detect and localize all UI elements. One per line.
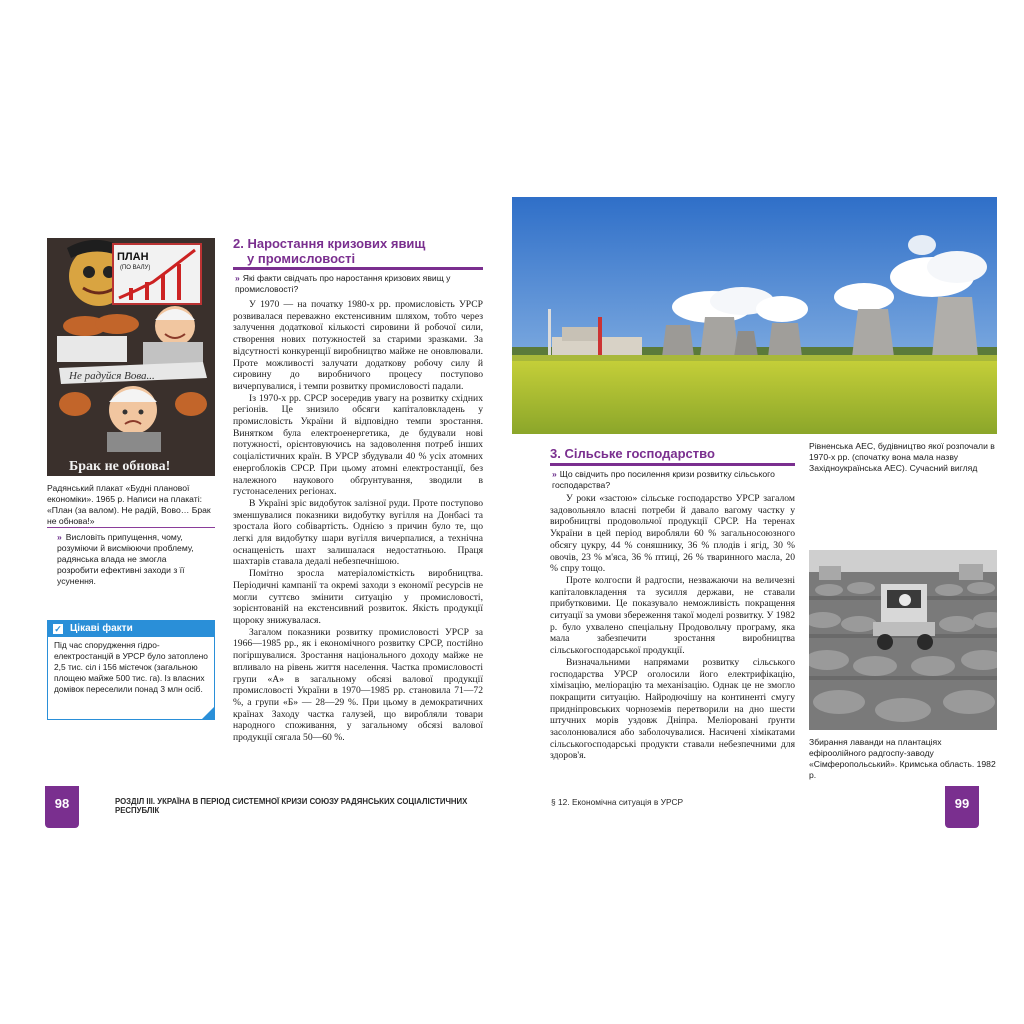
poster-ribbon-text: Не радуйся Вова... bbox=[69, 370, 155, 382]
section-2-title-line1: 2. Наростання кризових явищ bbox=[233, 236, 426, 251]
section-3-rule bbox=[550, 463, 795, 466]
left-footer: РОЗДІЛ ІІІ. УКРАЇНА В ПЕРІОД СИСТЕМНОЇ КРИЗИ СОЮЗУ РАДЯНСЬКИХ СОЦІАЛІСТИЧНИХ РЕСПУБЛІК bbox=[115, 797, 468, 815]
lavender-illustration bbox=[809, 550, 997, 730]
page-number-left: 98 bbox=[45, 786, 79, 828]
paragraph: Помітно зросла матеріаломісткість виробництва. Періодичні кампанії та окремі заходи з економії ресурсів не могли суттєво змінити ситуацію у промисловості, зорієнтованій на екстенсивний розвиток. Якість продукції щороку знижувалася. bbox=[233, 568, 483, 626]
paragraph: Проте колгоспи й радгоспи, незважаючи на величезні капіталовкладення та зусилля держави, не ставали прибутковими. Це показувало неможливість покращення ситуації за умови збереження такої моделі розвитку. У 1982 р. було ухвалено спеціальну Продовольчу програму, яка мала забезпечити зростання виробництва сільськогосподарської продукції. bbox=[550, 574, 795, 657]
thinking-task-text: Висловіть припущення, чому, розуміючи й висміюючи проблему, радянська влада не змогла розробити ефективні заходи з її усунення. bbox=[57, 532, 194, 586]
section-2-title-line2: у промисловості bbox=[247, 251, 356, 266]
rivne-npp-photo bbox=[512, 197, 997, 434]
page-number-right: 99 bbox=[945, 786, 979, 828]
poster-caption: Радянський плакат «Будні планової економіки». 1965 р. Написи на плакаті: «План (за валом). Не радій, Вово… Брак не обнова!» bbox=[47, 483, 211, 526]
paragraph: Загалом показники розвитку промисловості УРСР за 1966—1985 рр., як і економічного розвитку СРСР, постійно погіршувалися. Зростання національного доходу майже не впливало на рівень життя населення. Частка промисловості групи «А» в загальному обсязі валової продукції промисловості України в 1970—1985 рр. становила 71—72 %, а групи «Б» — 28—29 %. При цьому в демократичних країнах Заходу частка галузей, що виробляли товари народного споживання, у загальному обсязі валової продукції сягала 50—60 %. bbox=[233, 626, 483, 744]
paragraph: У роки «застою» сільське господарство УРСР загалом задовольняло власні потреби й давало вагому частку у виробництві продовольчої продукції СРСР. На теренах України в цей період виробляли 60 % загальносоюзного обсягу цукру, 44 % соняшнику, 36 % плодів і ягід, 30 % овочів, 23 % м'яса, 36 % птиці, 26 % тваринного масла, 20 % спру тощо. bbox=[550, 493, 795, 575]
paragraph: У 1970 — на початку 1980-х рр. промисловість УРСР розвивалася переважно екстенсивним шляхом, тобто через залучення додаткової кількості сировини й робочої сили, створення нових потужностей за старими зразками. За відсутності конкуренції виробництво майже не оновлювали. Проте можливості залучати додаткову робочу силу й сировину до виробничого процесу поступово вичерпувалися, і темпи розвитку промисловості падали. bbox=[233, 299, 483, 392]
lavender-photo-caption: Збирання лаванди на плантаціях ефіроолійного радгоспу-заводу «Сімферопольський». Кримська область. 1982 р. bbox=[809, 737, 996, 780]
section-2-question-text: Які факти свідчать про наростання кризових явищ у промисловості? bbox=[235, 273, 451, 294]
section-3-body bbox=[550, 493, 795, 762]
section-2-rule bbox=[233, 267, 483, 270]
facts-title: Цікаві факти bbox=[70, 623, 133, 634]
thinking-task bbox=[57, 532, 207, 587]
paragraph: В Україні зріс видобуток залізної руди. Проте поступово зменшувалися показники видобутку вугілля на Донбасі та зростала його собівартість. Однією з причин було те, що легкі для видобутку шари вугілля вичерпалися, а технічна оснащеність шахт залишалася недостатньою. Праця шахтарів ставала дедалі небезпечнішою. bbox=[233, 497, 483, 568]
right-footer: § 12. Економічна ситуація в УРСР bbox=[551, 797, 684, 807]
section-3-title: 3. Сільське господарство bbox=[550, 446, 715, 461]
poster-board-text: ПЛАН bbox=[117, 251, 149, 263]
poster-board-subtext: (ПО ВАЛУ) bbox=[120, 265, 151, 271]
paragraph: Із 1970-х рр. СРСР зосередив увагу на розвитку східних регіонів. Це знизило обсяги капіталовкладень у промисловість України й відповідно темпи зростання. Винятком була електроенергетика, де будували нові потужності, орієнтовуючись на задоволення потреб інших соціалістичних країн. В УРСР збудували 40 % усіх атомних енергоблоків СРСР. При цьому атомні електростанції, без належного наукового обґрунтування, зводили в густонаселених регіонах. bbox=[233, 392, 483, 498]
npp-illustration bbox=[512, 197, 997, 434]
soviet-poster-image bbox=[47, 238, 215, 476]
paragraph: Визначальними напрямами розвитку сільського господарства УРСР оголосили його електрифікацію, хімізацію, меліорацію та механізацію. Однак це не змогло покращити ситуацію. Найродючішу на континенті смугу придніпровських чорноземів перетворили на дно шести штучних морів уздовж Дніпра. Меліоровані ґрунти засолонювалися або заболочувалися. Насичені хімікатами сільськогосподарські продукти ставали небезпечними для здоров'я. bbox=[550, 656, 795, 762]
poster-bottom-text: Брак не обнова! bbox=[69, 459, 171, 474]
checkmark-icon: ✓ bbox=[54, 624, 62, 634]
caption-divider bbox=[47, 527, 215, 528]
section-2-body bbox=[233, 299, 483, 744]
corner-triangle-icon bbox=[202, 707, 214, 719]
section-2-title bbox=[233, 236, 483, 266]
section-3-question-text: Що свідчить про посилення кризи розвитку сільського господарства? bbox=[552, 469, 775, 490]
section-3-question bbox=[552, 469, 795, 491]
facts-text: Під час спорудження гідро-електростанцій в УРСР було затоплено 2,5 тис. сіл і 156 містечок (загальною площею майже 500 тис. га). Із власних домівок переселили понад 3 млн осіб. bbox=[54, 640, 208, 694]
double-arrow-icon: » bbox=[235, 273, 240, 283]
double-arrow-icon: » bbox=[57, 532, 62, 542]
poster-illustration bbox=[47, 238, 215, 476]
lavender-harvest-photo bbox=[809, 550, 997, 730]
facts-header bbox=[48, 621, 214, 637]
section-2-question bbox=[235, 273, 480, 295]
npp-photo-caption: Рівненська АЕС, будівництво якої розпочали в 1970-х рр. (спочатку вона мала назву Західноукраїнська АЕС). Сучасний вигляд bbox=[809, 441, 995, 473]
double-arrow-icon: » bbox=[552, 469, 557, 479]
interesting-facts-box bbox=[47, 620, 215, 720]
